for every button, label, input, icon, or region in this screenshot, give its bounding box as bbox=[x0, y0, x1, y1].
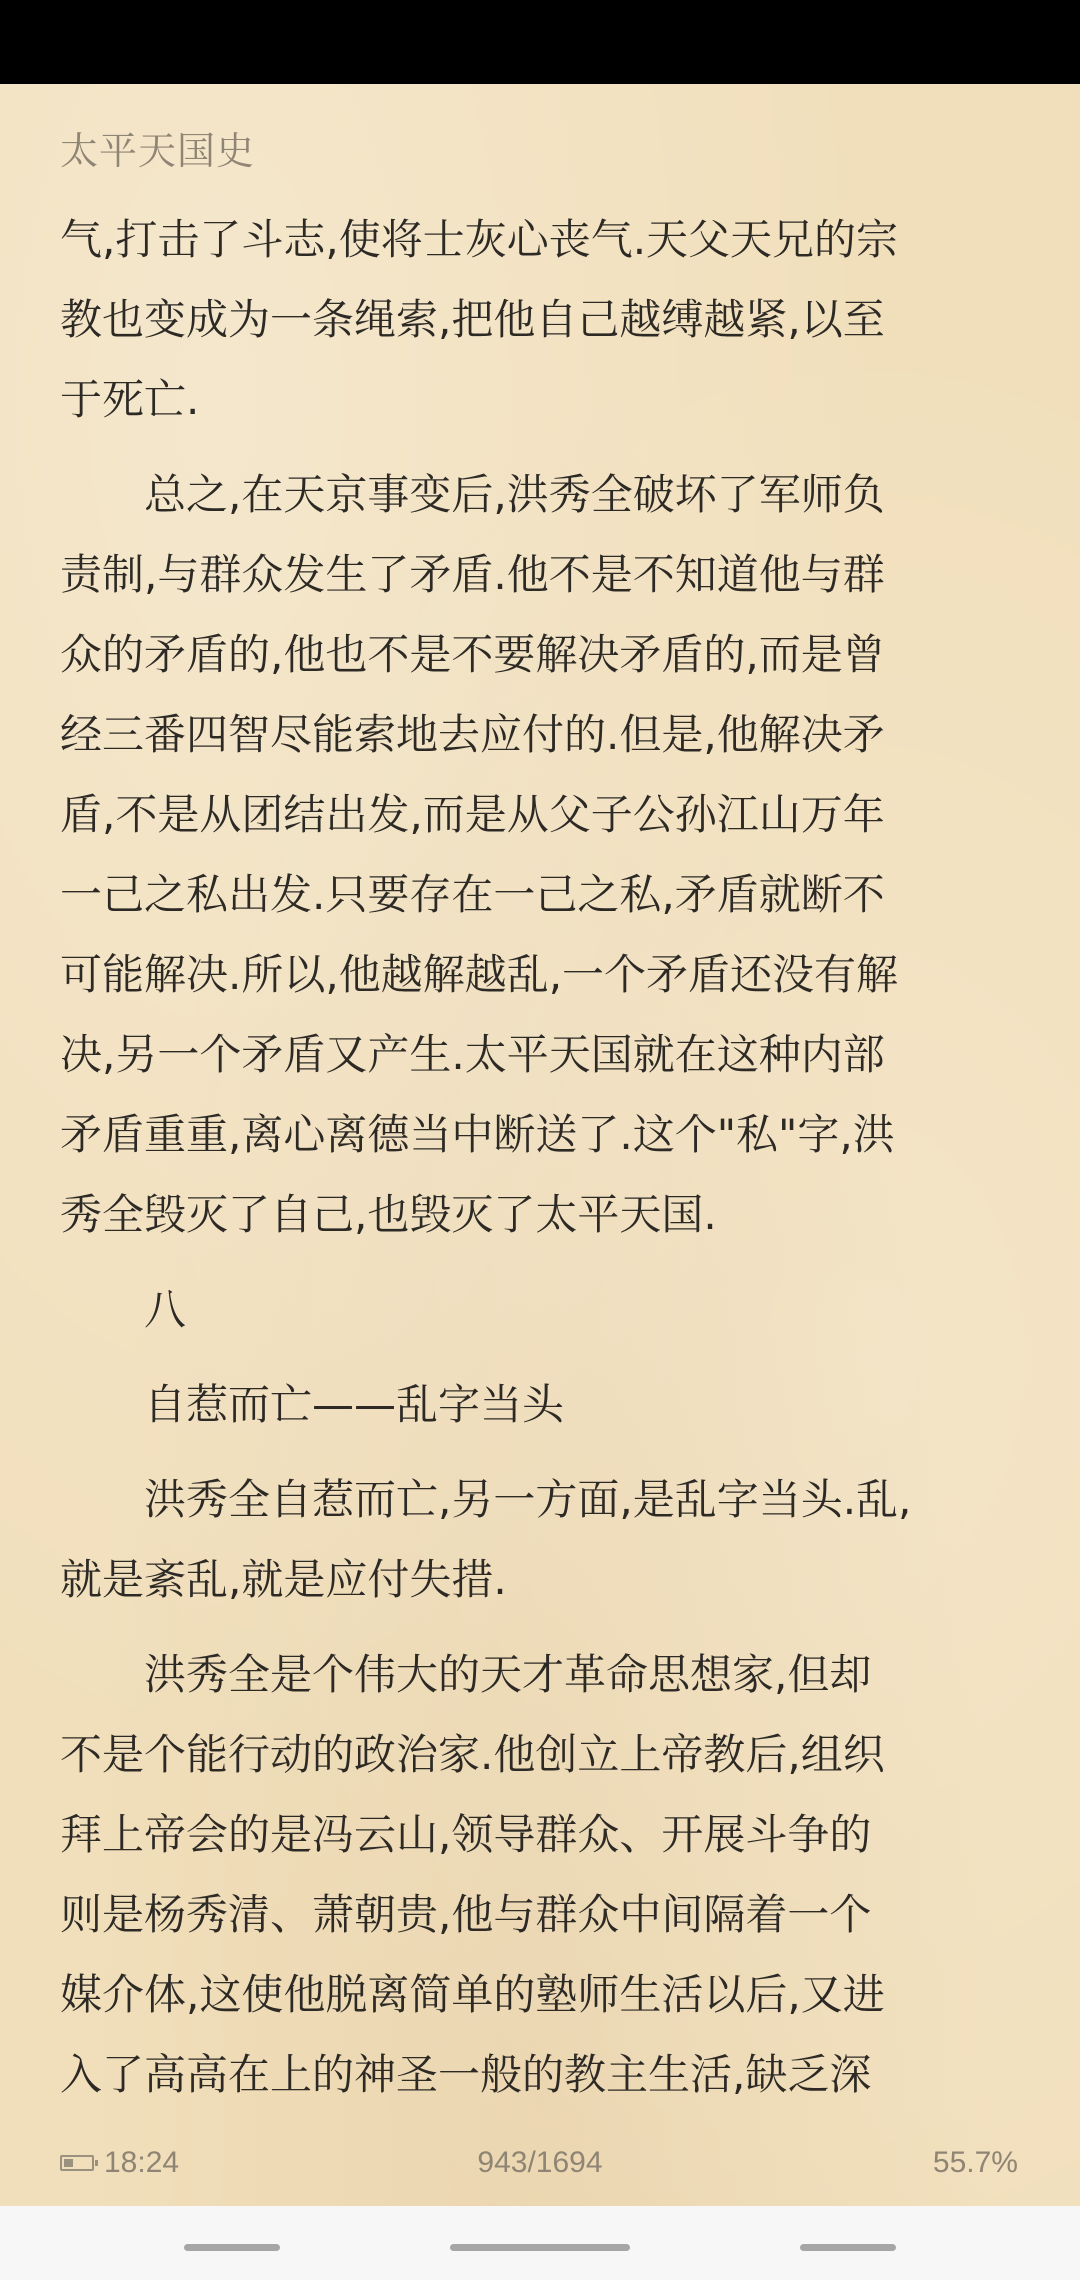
book-title: 太平天国史 bbox=[60, 129, 256, 173]
back-button[interactable] bbox=[800, 2244, 896, 2251]
paragraph: 洪秀全自惹而亡,另一方面,是乱字当头.乱, 就是紊乱,就是应付失措. bbox=[60, 1475, 912, 1604]
reader-page[interactable] bbox=[0, 84, 1080, 2206]
recent-apps-button[interactable] bbox=[184, 2244, 280, 2251]
reading-content[interactable] bbox=[60, 200, 1020, 2140]
system-status-bar bbox=[0, 0, 1080, 84]
paragraph: 洪秀全是个伟大的天才革命思想家,但却 不是个能行动的政治家.他创立上帝教后,组织 拜上帝会的是冯云山,领导群众、开展斗争的 则是杨秀清、萧朝贵,他与群众中间隔着一个 媒介体,这使他脱离简单的塾师生活以后,又进 入了高高在上的神圣一般的教主生活,缺乏深 bbox=[60, 1650, 885, 2099]
reader-footer bbox=[0, 2138, 1080, 2198]
chapter-number: 八 bbox=[60, 1285, 187, 1334]
paragraph: 总之,在天京事变后,洪秀全破坏了军师负 责制,与群众发生了矛盾.他不是不知道他与群 众的矛盾的,他也不是不要解决矛盾的,而是曾 经三番四智尽能索地去应付的.但是,他解决矛 盾,不是从团结出发,而是从父子公孙江山万年 一己之私出发.只要存在一己之私,矛盾就断不 可能解决.所以,他越解越乱,一个矛盾还没有解 决,另一个矛盾又产生.太平天国就在这种内部 矛盾重重,离心离德当中断送了.这个"私"字,洪 秀全毁灭了自己,也毁灭了太平天国. bbox=[60, 470, 899, 1239]
reading-percent: 55.7% bbox=[932, 2146, 1018, 2179]
home-button[interactable] bbox=[450, 2244, 630, 2251]
page-progress: 943/1694 bbox=[477, 2146, 603, 2179]
system-navigation-bar bbox=[0, 2206, 1080, 2280]
paragraph: 气,打击了斗志,使将士灰心丧气.天父天兄的宗 教也变成为一条绳索,把他自己越缚越紧,以至 于死亡. bbox=[60, 215, 899, 424]
section-heading: 自惹而亡——乱字当头 bbox=[60, 1380, 565, 1429]
clock-time: 18:24 bbox=[104, 2146, 180, 2179]
